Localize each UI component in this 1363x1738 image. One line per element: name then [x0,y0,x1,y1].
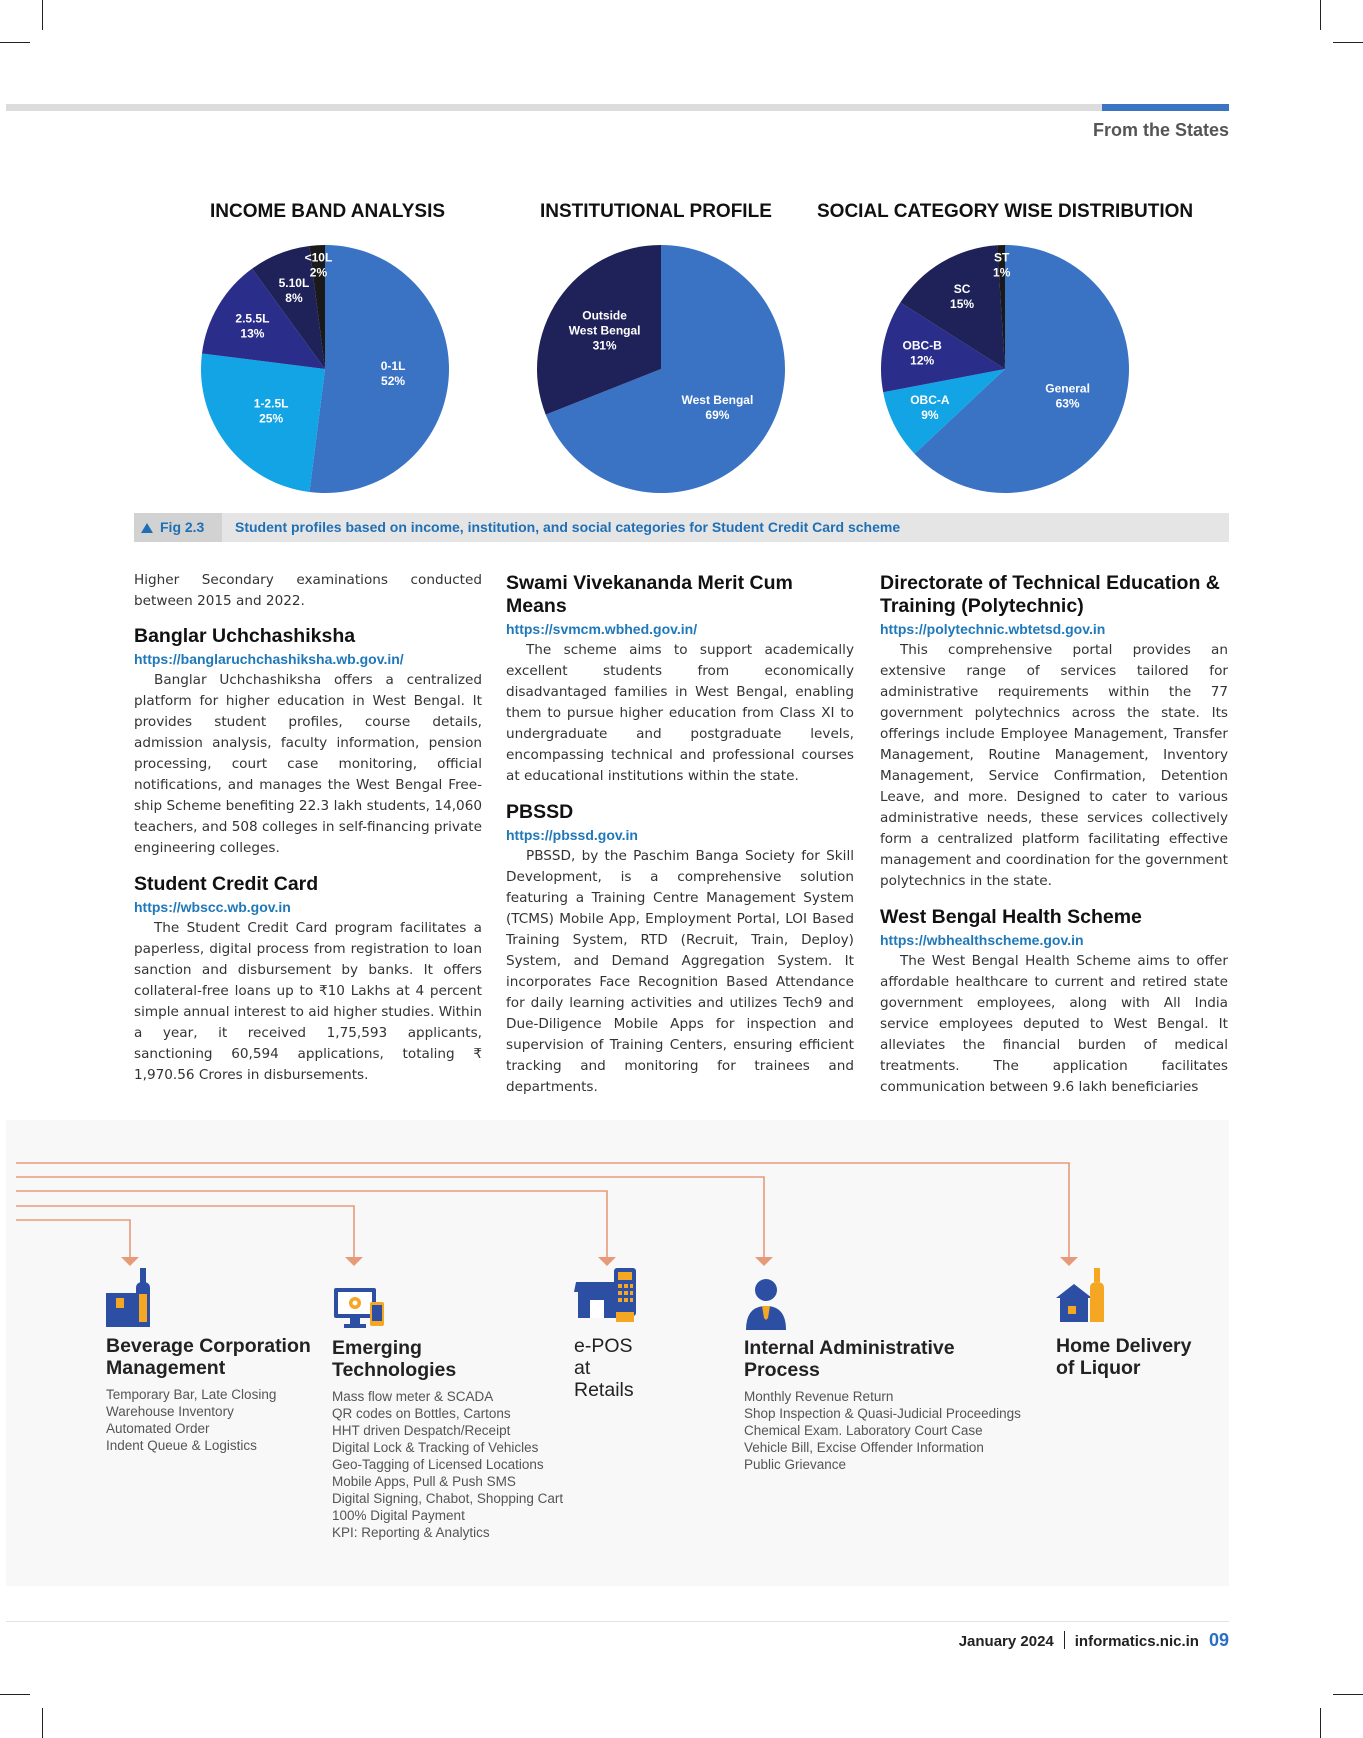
text-column-3 [880,572,1228,1098]
pie-slice-label: <10L 2% [304,250,333,280]
flow-item-title: e-POS at Retails [574,1335,634,1401]
crop-mark [0,1694,30,1695]
flow-item-list [106,1386,326,1454]
pie-slice-label: SC 15% [950,281,975,311]
list-item: Vehicle Bill, Excise Offender Information [744,1440,984,1455]
list-item: Indent Queue & Logistics [106,1438,257,1453]
chart-title-social: SOCIAL CATEGORY WISE DISTRIBUTION [817,201,1194,222]
chart-title-institution: INSTITUTIONAL PROFILE [540,201,772,222]
footer-separator [1064,1631,1065,1649]
crop-mark [1333,42,1363,43]
section-link[interactable]: https://wbhealthscheme.gov.in [880,932,1084,948]
page-number: 09 [1208,1630,1229,1650]
list-item: 100% Digital Payment [332,1508,465,1523]
pie-slice-label: OBC-B 12% [902,338,942,368]
institution-pie-chart [536,244,786,494]
pie-slice-label: 1-2.5L 25% [253,396,289,426]
list-item: Shop Inspection & Quasi-Judicial Proceedings [744,1406,1021,1421]
pie-slice [309,245,449,493]
section-heading: Directorate of Technical Education & Training (Polytechnic) [880,572,1220,617]
triangle-up-icon [141,523,153,533]
text-column-2 [506,572,854,1098]
footer-month: January 2024 [958,1633,1054,1650]
flow-item-title: Emerging Technologies [332,1337,457,1381]
flow-item-internal-admin [744,1260,1044,1473]
crop-mark [1333,1694,1363,1695]
section-heading: PBSSD [506,801,574,823]
section-link[interactable]: https://pbssd.gov.in [506,827,638,843]
list-item: Temporary Bar, Late Closing [106,1387,277,1402]
list-item: Mobile Apps, Pull & Push SMS [332,1474,516,1489]
section-link[interactable]: https://polytechnic.wbtetsd.gov.in [880,621,1106,637]
chart-title-income: INCOME BAND ANALYSIS [210,201,446,222]
list-item: Monthly Revenue Return [744,1389,894,1404]
home-bottle-icon [1056,1260,1116,1330]
pie-slice-label: 5.10L 8% [278,276,310,306]
pie-slice-label: West Bengal 69% [681,392,754,422]
paragraph: This comprehensive portal provides an extensive range of services tailored for administrative requirements within the 77 government polytechnics across the state. Its offerings include Employee Management, Transfer Management, Routine Management, Inventory Management, Service Confirmation, Detention Leave, and more. Designed to cater to various administrative needs, these services collectively form a centralized platform facilitating effective management and coordination for the government polytechnics in the state. [880,642,1228,889]
flow-item-emerging-technologies [332,1260,592,1541]
list-item: Geo-Tagging of Licensed Locations [332,1457,544,1472]
flow-item-beverage-corporation [106,1260,326,1454]
paragraph: The West Bengal Health Scheme aims to offer affordable healthcare to current and retired state government employees, along with All India service employees deputed to West Bengal. It alleviates the financial burden of medical treatments. The application facilitates communication between 9.6 lakh beneficiaries [880,953,1228,1095]
flow-item-epos-retails [574,1260,684,1401]
text-column-1 [134,570,482,1086]
flow-item-list [332,1388,592,1541]
flow-diagram-panel [6,1120,1229,1586]
list-item: Mass flow meter & SCADA [332,1389,494,1404]
figure-number: Fig 2.3 [160,519,205,535]
pie-slice-label: ST 1% [993,250,1011,280]
section-heading: West Bengal Health Scheme [880,906,1142,928]
figure-tag [134,513,222,542]
pie-slice-label: 2.5.5L 13% [235,311,270,341]
list-item: Digital Lock & Tracking of Vehicles [332,1440,539,1455]
flow-item-title: Internal Administrative Process [744,1337,955,1381]
list-item: QR codes on Bottles, Cartons [332,1406,511,1421]
section-link[interactable]: https://svmcm.wbhed.gov.in/ [506,621,698,637]
list-item: Digital Signing, Chabot, Shopping Cart [332,1491,564,1506]
crop-mark [1320,1708,1321,1738]
header-rule [6,104,1102,111]
paragraph: The Student Credit Card program facilitates a paperless, digital process from registration to loan sanction and disbursement by banks. It offers collateral-free loans up to ₹10 Lakhs at 4 percent simple annual interest to aid higher studies. Within a year, it received 1,75,593 applicants, sanctioning 60,594 applications, totaling ₹ 1,970.56 Crores in disbursements. [134,920,482,1083]
social-pie-chart [880,244,1130,494]
section-heading: Banglar Uchchashiksha [134,625,356,647]
figure-caption: Student profiles based on income, institution, and social categories for Student Credit Card scheme [235,519,901,535]
footer-rule [6,1621,1229,1622]
crop-mark [42,1708,43,1738]
list-item: KPI: Reporting & Analytics [332,1525,490,1540]
footer-site[interactable]: informatics.nic.in [1074,1633,1199,1650]
flow-item-list [744,1388,1044,1473]
store-pos-icon [574,1260,644,1330]
flow-item-title: Beverage Corporation Management [106,1335,311,1379]
paragraph: PBSSD, by the Paschim Banga Society for Skill Development, is a comprehensive solution featuring a Training Centre Management System (TCMS) Mobile App, Employment Portal, LOI Based Training System, RTD (Recruit, Train, Deploy) System, and Demand Aggregation System. It incorporates Face Recognition Based Attendance for daily learning activities and utilizes Tech9 and Due-Diligence Mobile Apps for inspection and supervision of Training Centers, ensuring efficient tracking and monitoring for trainees and departments. [506,848,854,1095]
crop-mark [42,0,43,30]
section-heading: Student Credit Card [134,873,319,895]
list-item: Public Grievance [744,1457,847,1472]
section-link[interactable]: https://wbscc.wb.gov.in [134,899,291,915]
figure-caption-bar [134,513,1229,542]
crop-mark [0,42,30,43]
section-title: From the States [1092,120,1229,140]
pie-slice-label: Outside West Bengal 31% [568,308,641,353]
computer-gear-icon [332,1260,392,1332]
paragraph: Banglar Uchchashiksha offers a centralized platform for higher education in West Bengal. It provides student profiles, course details, admission analysis, faculty information, pension processing, court case monitoring, official notifications, and manages the West Bengal Free-ship Scheme benefiting 22.3 lakh students, 14,060 teachers, and 508 colleges in self-financing private engineering colleges. [134,672,482,856]
section-heading: Swami Vivekananda Merit Cum Means [506,572,793,617]
list-item: Warehouse Inventory [106,1404,234,1419]
section-link[interactable]: https://banglaruchchashiksha.wb.gov.in/ [134,651,404,667]
crop-mark [1320,0,1321,30]
pie-slice-label: 0-1L 52% [380,358,406,388]
flow-item-title: Home Delivery of Liquor [1056,1335,1192,1379]
footer [959,1630,1229,1651]
bottle-shop-icon [106,1260,166,1330]
header-rule-accent [1102,104,1229,111]
pie-slice-label: OBC-A 9% [910,392,950,422]
paragraph: Higher Secondary examinations conducted between 2015 and 2022. [134,572,482,609]
admin-person-icon [744,1260,804,1332]
list-item: HHT driven Despatch/Receipt [332,1423,511,1438]
pie-slice-label: General 63% [1045,381,1090,411]
list-item: Automated Order [106,1421,210,1436]
income-pie-chart [200,244,450,494]
list-item: Chemical Exam. Laboratory Court Case [744,1423,983,1438]
flow-item-home-delivery [1056,1260,1206,1379]
paragraph: The scheme aims to support academically excellent students from economically disadvantaged families in West Bengal, enabling them to pursue higher education from Class XI to undergraduate and postgraduate levels, encompassing technical and professional courses at educational institutions within the state. [506,642,854,784]
